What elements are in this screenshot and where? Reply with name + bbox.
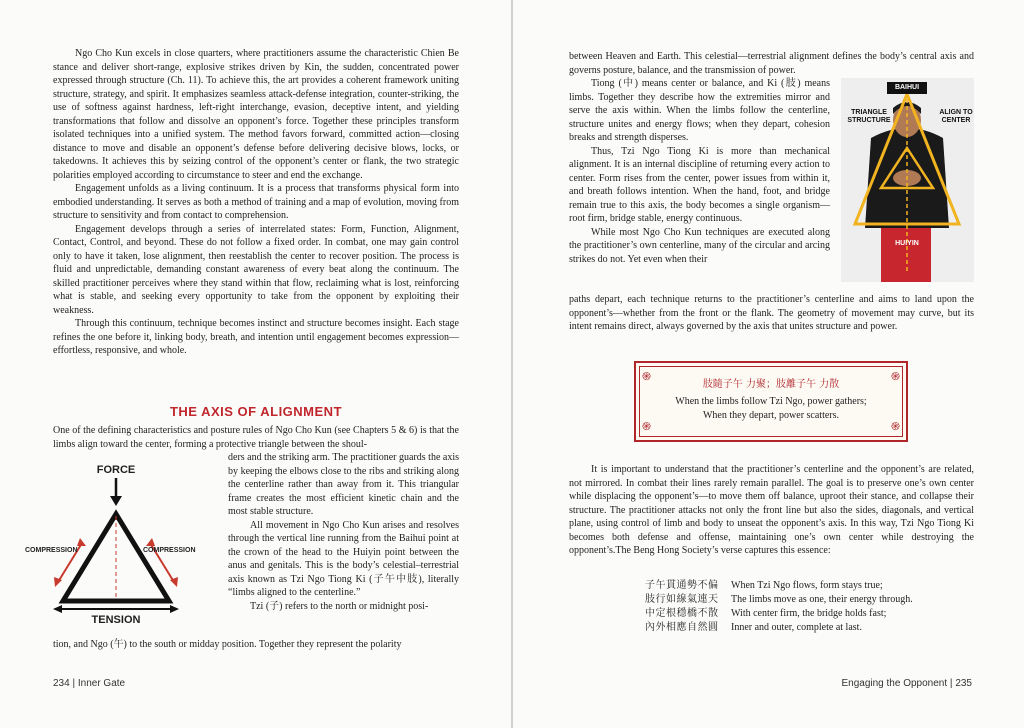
triangle-diagram-svg bbox=[25, 458, 220, 633]
verse-line bbox=[645, 579, 945, 593]
paragraph: paths depart, each technique returns to the practitioner’s centerline and aims to land upon the opponent’s—whether from the front or the flank. The geometry of movement may curve, but its intent remains direct, always governed by the axis that unites structure and power. bbox=[569, 294, 974, 332]
verse-line bbox=[645, 607, 945, 621]
left-bottom-line bbox=[53, 638, 459, 652]
right-page bbox=[513, 0, 1024, 728]
callout-line-1: When the limbs follow Tzi Ngo, power gathers; bbox=[675, 396, 867, 407]
verse-block bbox=[645, 579, 945, 635]
left-footer bbox=[53, 678, 125, 689]
running-title: Inner Gate bbox=[77, 678, 126, 689]
paragraph-intro bbox=[53, 424, 459, 451]
paragraph: ders and the striking arm. The practitioner guards the axis by keeping the elbows close to the ribs and striking along the centerline rather than away from it. This triangular frame creates the most efficient kinetic chain and the most stable structure. bbox=[228, 452, 459, 517]
left-body-top bbox=[53, 47, 459, 358]
verse-line bbox=[645, 593, 945, 607]
footer-separator: | bbox=[72, 678, 78, 689]
page-number: 234 bbox=[53, 678, 70, 689]
paragraph: While most Ngo Cho Kun techniques are executed along the practitioner’s own centerline, many of the circular and arcing strikes do not. Yet even when their bbox=[569, 226, 830, 265]
callout-chinese: 肢隨子午 力聚；肢離子午 力散 bbox=[702, 379, 840, 390]
paragraph: between Heaven and Earth. This celestial—terrestrial alignment defines the body’s central axis and governs posture, balance, and the transmission of power. bbox=[569, 51, 974, 76]
right-footer bbox=[841, 678, 972, 689]
paragraph: Tzi (子) refers to the north or midnight posi- bbox=[250, 600, 429, 612]
paragraph: One of the defining characteristics and posture rules of Ngo Cho Kun (see Chapters 5 & 6) is that the limbs align toward the center, forming a protective triangle between the shoul- bbox=[53, 425, 459, 450]
paragraph: Tiong (中) means center or balance, and Ki (肢) means limbs. Together they describe how the extremities mirror and serve the axis within. When the limbs follow the centerline, structure unites and energy flows; when they depart, cohesion breaks and strength disperses. bbox=[569, 78, 830, 143]
tension-label: TENSION bbox=[91, 614, 141, 626]
right-body-top bbox=[569, 50, 974, 77]
verse-english: When Tzi Ngo flows, form stays true; bbox=[731, 580, 883, 591]
corner-ornament-icon: ֍ bbox=[891, 421, 900, 433]
verse-chinese: 肢行如線氣連天 bbox=[645, 594, 719, 605]
left-page bbox=[0, 0, 511, 728]
force-triangle-diagram bbox=[25, 458, 220, 633]
tension-arrow-left bbox=[53, 605, 62, 613]
huiyin-label: HUIYIN bbox=[895, 240, 919, 247]
paragraph: Engagement develops through a series of interrelated states: Form, Function, Alignment, Contact, Control, and beyond. These do not follow a fixed order. In combat, one may gain control only to have it taken, lose alignment, then reestablish the center to recover position. The process is fluid and unpredictable, demanding constant awareness of every beat along the continuum. The skilled practitioner perceives where they stand within that flow, reclaiming what is lost, reinforcing what is stable, and seeking every opportunity to take from the opponent by exploiting their weakness. bbox=[53, 223, 459, 316]
tension-arrow-right bbox=[170, 605, 179, 613]
right-body-mid bbox=[569, 293, 974, 334]
verse-line bbox=[645, 621, 945, 635]
paragraph: tion, and Ngo (午) to the south or midday position. Together they represent the polarity bbox=[53, 639, 402, 650]
verse-english: With center firm, the bridge holds fast; bbox=[731, 608, 887, 619]
verse-chinese: 中定根穩橋不散 bbox=[645, 608, 719, 619]
align-to-center-label: ALIGN TO CENTER bbox=[939, 109, 973, 124]
running-title: Engaging the Opponent bbox=[841, 678, 948, 689]
left-wrap-text bbox=[228, 451, 459, 613]
red-pants bbox=[881, 223, 931, 282]
right-wrap-text bbox=[569, 77, 830, 266]
compression-label-right: COMPRESSION bbox=[143, 547, 196, 554]
right-body-bottom bbox=[569, 463, 974, 558]
verse-chinese: 內外相應自然圓 bbox=[645, 622, 719, 633]
corner-ornament-icon: ֍ bbox=[642, 371, 651, 383]
footer-separator: | bbox=[949, 678, 956, 689]
practitioner-photo bbox=[841, 78, 974, 282]
paragraph: Engagement unfolds as a living continuum. It is a process that transforms physical form into embodied understanding. It serves as both a method of training and a map of evolution, moving from structure to sensitivity and from contact to comprehension. bbox=[53, 183, 459, 221]
paragraph: All movement in Ngo Cho Kun arises and resolves through the vertical line running from the Baihui point at the crown of the head to the Huiyin point between the anus and genitals. This is the body’s celestial–terrestrial axis known as Tzi Ngo Tiong Ki (子午中肢), literally “limbs aligned to the centerline.” bbox=[228, 519, 459, 598]
compression-arrow-left-head bbox=[77, 538, 86, 546]
verse-callout bbox=[634, 361, 908, 442]
force-label: FORCE bbox=[96, 464, 136, 476]
verse-english: The limbs move as one, their energy through. bbox=[731, 594, 913, 605]
paragraph: Ngo Cho Kun excels in close quarters, where practitioners assume the characteristic Chien Be stance and deliver short-range, explosive strikes driven by Kin, the sudden, concentrated power expressed through structure (Ch. 11). To achieve this, the art provides a coherent framework uniting structure, strategy, and spirit. It emphasizes seamless attack-defense integration, counter-striking, the use of softness against hardness, left-right interchange, evasion, deceptive intent, and yielding transformations that follow and dissolve an opponent’s force. Together these principles transform isolated techniques into a unified system. The method favors forward, committed action—closing distance to move and disable an opponent’s defense before delivering decisive blows, locks, or takedowns. It achieves this by seizing control of the opponent’s center or flank, the two strategic polarities employed according to circumstance to steer and end the exchange. bbox=[53, 48, 459, 181]
corner-ornament-icon: ֍ bbox=[891, 371, 900, 383]
paragraph: It is important to understand that the practitioner’s centerline and the opponent’s are related, not mirrored. In combat their lines rarely remain parallel. The goal is to preserve one’s own center while displacing the opponent’s—to move them off balance, uproot their stance, and collapse their structure. The practitioner attacks not only the front line but also the sides, diagonals, and vertical plane, using control of limb and body to unseat the opponent’s axis. In this way, Tzi Ngo Tiong Ki becomes both defense and offense, maintaining one’s own center while destroying the opponent’s.The Beng Hong Society’s verse captures this essence: bbox=[569, 464, 974, 556]
paragraph: Thus, Tzi Ngo Tiong Ki is more than mechanical alignment. It is an internal discipline of returning every action to center. Form rises from the center, power issues from within it, and breath follows intention. When the hand, foot, and bridge remain true to this axis, the body becomes a single organism—root firm, bridge stable, energy continuous. bbox=[569, 145, 830, 224]
verse-chinese: 子午貫通勢不偏 bbox=[645, 580, 719, 591]
paragraph: Through this continuum, technique becomes instinct and structure becomes insight. Each stage refines the one before it, linking body, breath, and intention until engagement becomes expression—effortless, responsive, and whole. bbox=[53, 318, 459, 356]
force-arrow-head bbox=[110, 496, 122, 506]
corner-ornament-icon: ֍ bbox=[642, 421, 651, 433]
verse-english: Inner and outer, complete at last. bbox=[731, 622, 862, 633]
callout-line-2: When they depart, power scatters. bbox=[702, 410, 840, 421]
section-heading: THE AXIS OF ALIGNMENT bbox=[169, 404, 343, 419]
compression-arrow-right-head bbox=[146, 538, 155, 546]
baihui-label: BAIHUI bbox=[887, 82, 927, 94]
triangle-structure-label: TRIANGLE STRUCTURE bbox=[847, 109, 891, 124]
compression-label-left: COMPRESSION bbox=[25, 547, 78, 554]
page-number: 235 bbox=[955, 678, 972, 689]
